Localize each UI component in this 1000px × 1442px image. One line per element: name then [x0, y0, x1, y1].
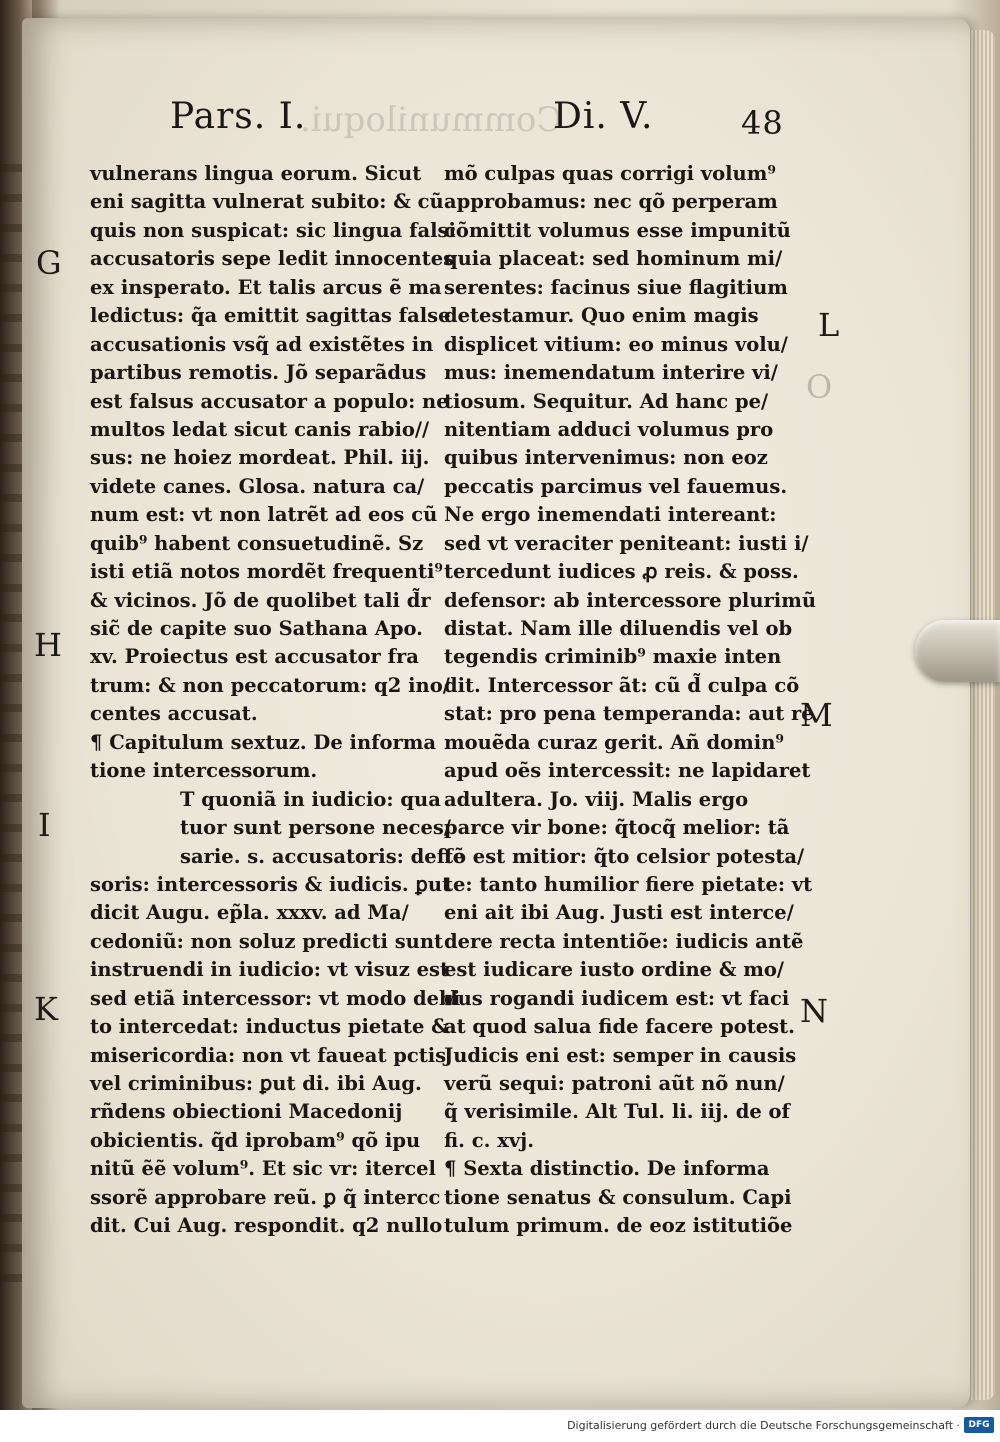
text-line: vel criminibus: ꝑut di. ibi Aug.	[90, 1072, 422, 1095]
text-line: est iudicare iusto ordine & mo/	[444, 958, 785, 982]
text-line: at quod salua fide facere potest.	[444, 1015, 795, 1039]
text-line: cedoniũ: non soluz predicti sunt	[90, 929, 444, 953]
text-line: quia placeat: sed hominum mi/	[444, 247, 783, 271]
text-line: verũ sequi: patroni aũt nõ nun/	[444, 1072, 785, 1095]
text-line: isti etiã notos mordẽt frequenti⁹	[90, 560, 443, 584]
text-line: soris: intercessoris & iudicis. ꝑut	[90, 872, 452, 896]
chapter-heading: ¶ Capitulum sextuz. De informa	[90, 730, 437, 754]
chapter-heading: tione intercessorum.	[90, 759, 318, 783]
text-line: mus: inemendatum interire vi/	[444, 361, 778, 385]
text-line: quibus intervenimus: non eoz	[444, 446, 768, 470]
text-line: fi. c. xvj.	[444, 1128, 535, 1152]
chapter-heading: tione senatus & consulum. Capi	[444, 1185, 792, 1209]
book-clasp	[915, 620, 1000, 682]
text-line: tegendis criminib⁹ maxie inten	[444, 645, 782, 669]
text-line: rñdens obiectioni Macedonij	[90, 1100, 403, 1124]
text-line: apud oẽs intercessit: ne lapidaret	[444, 759, 811, 783]
text-line: sed etiã intercessor: vt modo debi	[90, 986, 461, 1010]
text-line: partibus remotis. Jõ separãdus	[90, 361, 427, 385]
bleed-through-text: Communiloqui.	[300, 100, 563, 140]
text-line: distat. Nam ille diluendis vel ob	[444, 617, 793, 640]
text-line: sed vt veraciter peniteant: iusti i/	[444, 531, 809, 555]
text-line: dit. Intercessor ãt: cũ d̃ culpa cõ	[444, 673, 800, 697]
chapter-heading: ¶ Sexta distinctio. De informa	[444, 1157, 770, 1181]
text-line: mõ culpas quas corrigi volum⁹	[444, 162, 776, 185]
text-line: dit. Cui Aug. respondit. q2 nullo	[90, 1214, 443, 1238]
text-line: detestamur. Quo enim magis	[444, 304, 759, 328]
bleed-through-letter: O	[806, 368, 833, 406]
text-line: & vicinos. Jõ de quolibet tali d̃r	[90, 588, 431, 612]
text-line: peccatis parcimus vel fauemus.	[444, 474, 788, 498]
funding-notice: Digitalisierung gefördert durch die Deutsche Forschungsgemeinschaft ·	[567, 1419, 960, 1432]
text-line: dicit Augu. ep̃la. xxxv. ad Ma/	[90, 901, 409, 925]
text-line: parce vir bone: q̃tocq̃ melior: tã	[444, 816, 790, 840]
margin-letter-g: G	[36, 244, 62, 282]
left-text-column	[90, 160, 465, 1241]
text-line: adultera. Jo. viij. Malis ergo	[444, 787, 749, 811]
text-line: dere recta intentiõe: iudicis antẽ	[444, 929, 804, 953]
text-line: eni ait ibi Aug. Justi est interce/	[444, 901, 794, 925]
text-line: Ne ergo inemendati intereant:	[444, 503, 777, 527]
text-line: te: tanto humilior fiere pietate: vt	[444, 872, 813, 896]
margin-letter-m: M	[800, 696, 833, 734]
text-line: to est mitior: q̃to celsior potesta/	[444, 844, 805, 868]
text-line: defensor: ab intercessore plurimũ	[444, 588, 817, 612]
text-line: nitũ ẽẽ volum⁹. Et sic vr: itercel	[90, 1157, 436, 1181]
footer-bar	[0, 1410, 1000, 1442]
text-line: tuor sunt persone neces/	[180, 816, 452, 840]
text-line: ssorẽ approbare reũ. ꝑ q̃ intercc	[90, 1185, 441, 1209]
text-line: quib⁹ habent consuetudinẽ. Sz	[90, 531, 424, 555]
text-line: serentes: facinus siue flagitium	[444, 275, 788, 299]
chapter-heading: tulum primum. de eoz istitutiõe	[444, 1214, 793, 1238]
margin-letter-n: N	[800, 992, 828, 1030]
text-line: ledictus: q̃a emittit sagittas false	[90, 304, 451, 328]
text-line: multos ledat sicut canis rabio//	[90, 417, 430, 441]
text-line: est falsus accusator a populo: ne	[90, 389, 449, 413]
text-line: approbamus: nec qõ perperam	[444, 190, 778, 214]
running-head-part: Pars. I.	[170, 96, 307, 137]
margin-letter-k: K	[34, 990, 58, 1028]
folio-number: 48	[741, 104, 784, 142]
dfg-logo-icon: DFG	[964, 1417, 994, 1433]
text-line: Judicis eni est: semper in causis	[444, 1043, 797, 1067]
text-line: obicientis. q̃d iprobam⁹ qõ ipu	[90, 1128, 421, 1152]
text-line: eni sagitta vulnerat subito: & cũ	[90, 190, 444, 214]
text-line: accusationis vsq̃ ad existẽtes in	[90, 332, 434, 356]
text-line: tiosum. Sequitur. Ad hanc pe/	[444, 389, 769, 413]
text-line: vulnerans lingua eorum. Sicut	[90, 162, 422, 185]
text-line: dus rogandi iudicem est: vt faci	[444, 986, 790, 1010]
text-line: centes accusat.	[90, 702, 258, 726]
text-line: sic̃ de capite suo Sathana Apo.	[90, 617, 423, 640]
text-line: to intercedat: inductus pietate &	[90, 1015, 449, 1039]
text-line: xv. Proiectus est accusator fra	[90, 645, 419, 669]
text-line: stat: pro pena temperanda: aut re	[444, 702, 814, 726]
text-line: trum: & non peccatorum: q2 ino/	[90, 673, 450, 697]
right-text-column	[444, 160, 816, 1241]
text-line: nitentiam adduci volumus pro	[444, 417, 774, 441]
text-line: sus: ne hoiez mordeat. Phil. iij.	[90, 446, 430, 470]
text-line: quis non suspicat: sic lingua falsi	[90, 218, 456, 242]
text-line: videte canes. Glosa. natura ca/	[90, 474, 425, 498]
text-line: accusatoris sepe ledit innocentes	[90, 247, 455, 271]
running-head-distinction: Di. V.	[553, 96, 654, 137]
margin-letter-i: I	[38, 806, 51, 844]
text-line: instruendi in iudicio: vt visuz est	[90, 958, 449, 982]
text-line: displicet vitium: eo minus volu/	[444, 332, 788, 356]
text-line: cõmittit volumus esse impunitũ	[444, 218, 791, 242]
text-line: ex insperato. Et talis arcus ẽ ma	[90, 275, 442, 299]
margin-letter-l: L	[818, 306, 840, 344]
text-line: sarie. s. accusatoris: deffẽ	[180, 844, 466, 868]
text-line: tercedunt iudices ꝓ reis. & poss.	[444, 560, 799, 584]
text-line: q̃ verisimile. Alt Tul. li. iij. de of	[444, 1100, 790, 1124]
margin-letter-h: H	[34, 626, 62, 664]
text-line: T quoniã in iudicio: qua	[180, 787, 441, 811]
text-line: mouẽda curaz gerit. Añ domin⁹	[444, 730, 784, 754]
text-line: misericordia: non vt faueat pctis	[90, 1043, 447, 1067]
text-line: num est: vt non latrẽt ad eos cũ	[90, 503, 438, 527]
